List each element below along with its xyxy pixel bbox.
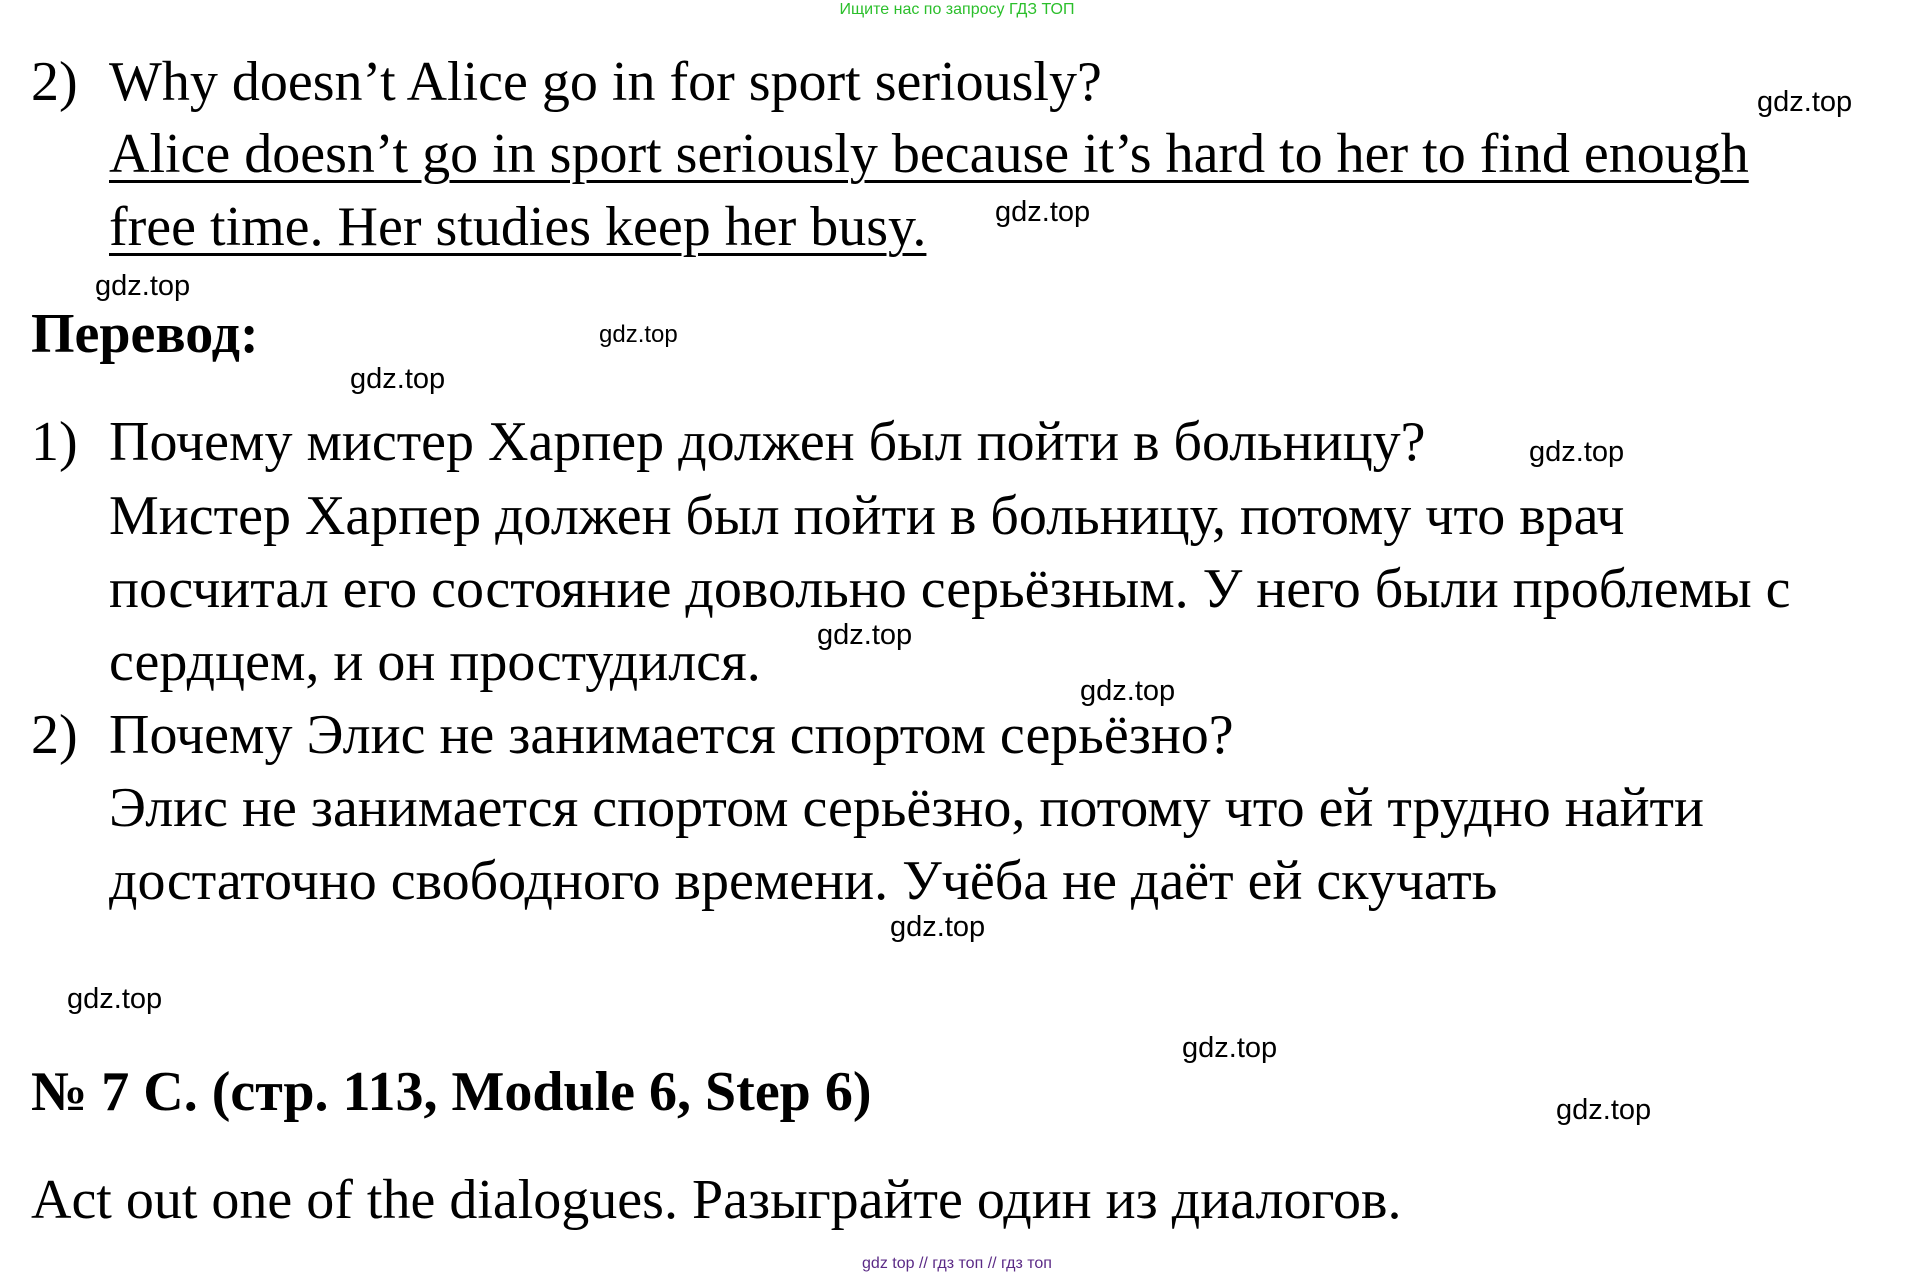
translation-item-1-answer-line-2: посчитал его состояние довольно серьёзным. У него были проблемы с <box>109 558 1791 620</box>
question-2-answer-line-2: free time. Her studies keep her busy. <box>109 196 927 258</box>
translation-item-1-question: Почему мистер Харпер должен был пойти в больницу? <box>109 411 1426 473</box>
footer-links: gdz top // гдз топ // гдз топ <box>862 1255 1052 1272</box>
watermark: gdz.top <box>1080 675 1176 707</box>
translation-item-2-answer-line-2: достаточно свободного времени. Учёба не даёт ей скучать <box>109 850 1498 912</box>
translation-item-2-number: 2) <box>31 704 78 766</box>
question-2-number: 2) <box>31 51 78 113</box>
watermark: gdz.top <box>1529 436 1625 468</box>
top-banner: Ищите нас по запросу ГДЗ ТОП <box>839 1 1075 18</box>
translation-item-2-answer-line-1: Элис не занимается спортом серьёзно, потому что ей трудно найти <box>109 777 1704 839</box>
watermark: gdz.top <box>599 321 678 348</box>
watermark: gdz.top <box>350 363 446 395</box>
watermark: gdz.top <box>1182 1032 1278 1064</box>
translation-item-2-question: Почему Элис не занимается спортом серьёзно? <box>109 704 1234 766</box>
watermark: gdz.top <box>1757 86 1853 118</box>
translation-item-1-answer-line-3: сердцем, и он простудился. <box>109 631 761 693</box>
translation-heading: Перевод: <box>31 303 259 365</box>
watermark: gdz.top <box>817 619 913 651</box>
watermark: gdz.top <box>1556 1094 1652 1126</box>
watermark: gdz.top <box>995 196 1091 228</box>
watermark: gdz.top <box>67 983 163 1015</box>
watermark: gdz.top <box>890 911 986 943</box>
translation-item-1-number: 1) <box>31 411 78 473</box>
exercise-instruction: Act out one of the dialogues. Разыграйте один из диалогов. <box>31 1169 1402 1231</box>
question-2-answer-line-1: Alice doesn’t go in sport seriously because it’s hard to her to find enough <box>109 123 1749 185</box>
watermark: gdz.top <box>95 270 191 302</box>
translation-item-1-answer-line-1: Мистер Харпер должен был пойти в больницу, потому что врач <box>109 485 1625 547</box>
exercise-heading: № 7 C. (стр. 113, Module 6, Step 6) <box>31 1061 872 1123</box>
question-2-text: Why doesn’t Alice go in for sport seriously? <box>109 51 1102 113</box>
